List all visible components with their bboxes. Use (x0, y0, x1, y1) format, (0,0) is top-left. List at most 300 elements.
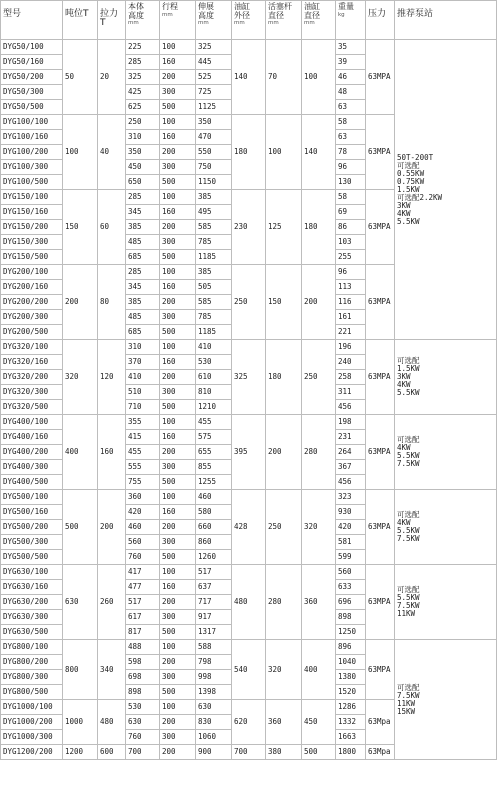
model-cell: DYG800/300 (1, 670, 63, 685)
stroke-cell: 100 (160, 640, 196, 655)
extended-height-cell: 1060 (196, 730, 232, 745)
body-height-cell: 460 (126, 520, 160, 535)
header-body-height (126, 1, 160, 40)
pressure-cell: 63MPA (366, 490, 395, 565)
extended-height-cell: 575 (196, 430, 232, 445)
stroke-cell: 200 (160, 520, 196, 535)
model-cell: DYG800/500 (1, 685, 63, 700)
rod-dia-cell: 180 (266, 340, 302, 415)
body-height-cell: 370 (126, 355, 160, 370)
model-cell: DYG50/200 (1, 70, 63, 85)
body-height-cell: 710 (126, 400, 160, 415)
body-height-cell: 425 (126, 85, 160, 100)
stroke-cell: 100 (160, 340, 196, 355)
cyl-inner-cell: 100 (302, 40, 336, 115)
tonnage-cell: 320 (63, 340, 98, 415)
model-cell: DYG200/160 (1, 280, 63, 295)
weight-cell: 255 (336, 250, 366, 265)
pump-note-line: 可选配 (397, 585, 420, 594)
header-cyl-outer (232, 1, 266, 40)
stroke-cell: 500 (160, 325, 196, 340)
pump-note-line: 可选配 (397, 510, 420, 519)
header-cyl-inner (302, 1, 336, 40)
pull-cell: 160 (98, 415, 126, 490)
rod-dia-cell: 280 (266, 565, 302, 640)
tonnage-cell: 50 (63, 40, 98, 115)
pressure-cell: 63Mpa (366, 745, 395, 760)
body-height-cell: 250 (126, 115, 160, 130)
weight-cell: 198 (336, 415, 366, 430)
pull-cell: 600 (98, 745, 126, 760)
pull-cell: 260 (98, 565, 126, 640)
weight-cell: 240 (336, 355, 366, 370)
extended-height-cell: 550 (196, 145, 232, 160)
extended-height-cell: 1398 (196, 685, 232, 700)
weight-cell: 78 (336, 145, 366, 160)
rod-dia-cell: 380 (266, 745, 302, 760)
pressure-cell: 63MPA (366, 190, 395, 265)
pressure-cell: 63MPA (366, 340, 395, 415)
stroke-cell: 200 (160, 715, 196, 730)
pull-cell: 340 (98, 640, 126, 700)
body-height-cell: 630 (126, 715, 160, 730)
model-cell: DYG150/300 (1, 235, 63, 250)
body-height-cell: 817 (126, 625, 160, 640)
model-cell: DYG630/300 (1, 610, 63, 625)
cyl-outer-cell: 428 (232, 490, 266, 565)
stroke-cell: 500 (160, 685, 196, 700)
model-cell: DYG50/160 (1, 55, 63, 70)
weight-cell: 367 (336, 460, 366, 475)
header-extended-height-label: 伸展 高度 (198, 2, 214, 20)
extended-height-cell: 460 (196, 490, 232, 505)
extended-height-cell: 900 (196, 745, 232, 760)
header-stroke-label: 行程 (162, 2, 178, 11)
model-cell: DYG320/100 (1, 340, 63, 355)
header-weight-unit: kg (338, 11, 345, 18)
header-pull: 拉力T (98, 1, 126, 40)
weight-cell: 86 (336, 220, 366, 235)
tonnage-cell: 800 (63, 640, 98, 700)
model-cell: DYG630/160 (1, 580, 63, 595)
model-cell: DYG400/200 (1, 445, 63, 460)
weight-cell: 130 (336, 175, 366, 190)
weight-cell: 1800 (336, 745, 366, 760)
stroke-cell: 300 (160, 160, 196, 175)
weight-cell: 456 (336, 475, 366, 490)
body-height-cell: 225 (126, 40, 160, 55)
weight-cell: 46 (336, 70, 366, 85)
stroke-cell: 500 (160, 625, 196, 640)
stroke-cell: 100 (160, 700, 196, 715)
model-cell: DYG1000/200 (1, 715, 63, 730)
body-height-cell: 417 (126, 565, 160, 580)
header-pump: 推荐泵站 (395, 1, 497, 40)
pump-note-line: 7.5KW (397, 459, 420, 468)
pump-note-line: 5.5KW (397, 216, 420, 226)
model-cell: DYG400/300 (1, 460, 63, 475)
pump-note-line: 4KW (397, 380, 411, 389)
body-height-cell: 555 (126, 460, 160, 475)
weight-cell: 58 (336, 115, 366, 130)
header-cyl-outer-label: 油缸 外径 (234, 2, 250, 20)
tonnage-cell: 150 (63, 190, 98, 265)
pump-note-line: 可选配 (397, 435, 420, 444)
pump-note-line: 4KW (397, 208, 411, 218)
cyl-inner-cell: 250 (302, 340, 336, 415)
extended-height-cell: 855 (196, 460, 232, 475)
body-height-cell: 530 (126, 700, 160, 715)
pump-note-cell (395, 40, 497, 340)
body-height-cell: 415 (126, 430, 160, 445)
stroke-cell: 160 (160, 205, 196, 220)
header-weight (336, 1, 366, 40)
model-cell: DYG200/200 (1, 295, 63, 310)
pump-note-line: 5.5KW (397, 526, 420, 535)
model-cell: DYG400/160 (1, 430, 63, 445)
header-pressure: 压力 (366, 1, 395, 40)
pump-note-line: 3KW (397, 200, 411, 210)
pump-note-line: 0.55KW (397, 168, 425, 178)
extended-height-cell: 750 (196, 160, 232, 175)
stroke-cell: 300 (160, 310, 196, 325)
header-rod-dia-label: 活塞杆 直径 (268, 2, 292, 20)
model-cell: DYG50/300 (1, 85, 63, 100)
model-cell: DYG630/100 (1, 565, 63, 580)
weight-cell: 231 (336, 430, 366, 445)
cyl-outer-cell: 325 (232, 340, 266, 415)
body-height-cell: 598 (126, 655, 160, 670)
body-height-cell: 385 (126, 220, 160, 235)
weight-cell: 696 (336, 595, 366, 610)
rod-dia-cell: 200 (266, 415, 302, 490)
cyl-inner-cell: 400 (302, 640, 336, 700)
table-row (1, 40, 497, 55)
stroke-cell: 300 (160, 730, 196, 745)
model-cell: DYG200/100 (1, 265, 63, 280)
tonnage-cell: 1000 (63, 700, 98, 745)
extended-height-cell: 1210 (196, 400, 232, 415)
pump-note-line: 1.5KW (397, 364, 420, 373)
model-cell: DYG500/160 (1, 505, 63, 520)
weight-cell: 196 (336, 340, 366, 355)
body-height-cell: 355 (126, 415, 160, 430)
stroke-cell: 100 (160, 115, 196, 130)
table-row (1, 340, 497, 355)
header-cyl-inner-unit: mm (304, 20, 315, 26)
stroke-cell: 160 (160, 130, 196, 145)
stroke-cell: 500 (160, 175, 196, 190)
pump-note-cell (395, 565, 497, 640)
header-extended-height (196, 1, 232, 40)
header-body-height-label: 本体 高度 (128, 2, 144, 20)
rod-dia-cell: 100 (266, 115, 302, 190)
weight-cell: 58 (336, 190, 366, 205)
pull-cell: 20 (98, 40, 126, 115)
rod-dia-cell: 125 (266, 190, 302, 265)
pump-note-line: 4KW (397, 443, 411, 452)
extended-height-cell: 1185 (196, 250, 232, 265)
extended-height-cell: 998 (196, 670, 232, 685)
body-height-cell: 760 (126, 730, 160, 745)
stroke-cell: 100 (160, 565, 196, 580)
pump-note-line: 1.5KW (397, 184, 420, 194)
model-cell: DYG500/200 (1, 520, 63, 535)
body-height-cell: 488 (126, 640, 160, 655)
model-cell: DYG500/100 (1, 490, 63, 505)
weight-cell: 1520 (336, 685, 366, 700)
body-height-cell: 345 (126, 205, 160, 220)
model-cell: DYG320/200 (1, 370, 63, 385)
model-cell: DYG800/100 (1, 640, 63, 655)
cyl-inner-cell: 500 (302, 745, 336, 760)
stroke-cell: 100 (160, 265, 196, 280)
weight-cell: 63 (336, 100, 366, 115)
pull-cell: 60 (98, 190, 126, 265)
extended-height-cell: 525 (196, 70, 232, 85)
extended-height-cell: 1150 (196, 175, 232, 190)
extended-height-cell: 917 (196, 610, 232, 625)
extended-height-cell: 610 (196, 370, 232, 385)
stroke-cell: 500 (160, 100, 196, 115)
header-cyl-inner-label: 油缸 直径 (304, 2, 320, 20)
body-height-cell: 350 (126, 145, 160, 160)
weight-cell: 930 (336, 505, 366, 520)
header-stroke (160, 1, 196, 40)
body-height-cell: 285 (126, 55, 160, 70)
weight-cell: 69 (336, 205, 366, 220)
model-cell: DYG320/160 (1, 355, 63, 370)
pressure-cell: 63MPA (366, 40, 395, 115)
model-cell: DYG500/300 (1, 535, 63, 550)
weight-cell: 581 (336, 535, 366, 550)
pump-note-line: 可选配2.2KW (397, 192, 443, 202)
extended-height-cell: 630 (196, 700, 232, 715)
cyl-outer-cell: 140 (232, 40, 266, 115)
stroke-cell: 200 (160, 655, 196, 670)
cyl-outer-cell: 540 (232, 640, 266, 700)
model-cell: DYG400/100 (1, 415, 63, 430)
cyl-outer-cell: 700 (232, 745, 266, 760)
pull-cell: 480 (98, 700, 126, 745)
header-weight-label: 重量 (338, 2, 354, 11)
cyl-outer-cell: 480 (232, 565, 266, 640)
model-cell: DYG1200/200 (1, 745, 63, 760)
weight-cell: 96 (336, 265, 366, 280)
stroke-cell: 300 (160, 235, 196, 250)
table-row (1, 565, 497, 580)
header-row (1, 1, 497, 40)
extended-height-cell: 385 (196, 265, 232, 280)
stroke-cell: 300 (160, 85, 196, 100)
body-height-cell: 310 (126, 340, 160, 355)
pump-note-line: 5.5KW (397, 388, 420, 397)
model-cell: DYG150/500 (1, 250, 63, 265)
body-height-cell: 310 (126, 130, 160, 145)
weight-cell: 898 (336, 610, 366, 625)
cyl-outer-cell: 230 (232, 190, 266, 265)
header-stroke-unit: mm (162, 11, 173, 18)
stroke-cell: 100 (160, 415, 196, 430)
pressure-cell: 63MPA (366, 265, 395, 340)
stroke-cell: 200 (160, 370, 196, 385)
body-height-cell: 345 (126, 280, 160, 295)
extended-height-cell: 385 (196, 190, 232, 205)
body-height-cell: 450 (126, 160, 160, 175)
tonnage-cell: 400 (63, 415, 98, 490)
cyl-inner-cell: 280 (302, 415, 336, 490)
extended-height-cell: 445 (196, 55, 232, 70)
stroke-cell: 160 (160, 55, 196, 70)
stroke-cell: 160 (160, 580, 196, 595)
model-cell: DYG630/500 (1, 625, 63, 640)
header-cyl-outer-unit: mm (234, 20, 245, 26)
stroke-cell: 200 (160, 445, 196, 460)
pump-note-cell (395, 490, 497, 565)
stroke-cell: 300 (160, 460, 196, 475)
cyl-inner-cell: 450 (302, 700, 336, 745)
model-cell: DYG320/500 (1, 400, 63, 415)
tonnage-cell: 200 (63, 265, 98, 340)
weight-cell: 560 (336, 565, 366, 580)
extended-height-cell: 785 (196, 310, 232, 325)
body-height-cell: 385 (126, 295, 160, 310)
extended-height-cell: 470 (196, 130, 232, 145)
weight-cell: 1380 (336, 670, 366, 685)
extended-height-cell: 585 (196, 295, 232, 310)
body-height-cell: 420 (126, 505, 160, 520)
stroke-cell: 500 (160, 475, 196, 490)
model-cell: DYG1000/100 (1, 700, 63, 715)
pump-note-line: 0.75KW (397, 176, 425, 186)
extended-height-cell: 517 (196, 565, 232, 580)
cyl-inner-cell: 320 (302, 490, 336, 565)
weight-cell: 258 (336, 370, 366, 385)
model-cell: DYG150/100 (1, 190, 63, 205)
cyl-inner-cell: 180 (302, 190, 336, 265)
stroke-cell: 200 (160, 745, 196, 760)
body-height-cell: 485 (126, 235, 160, 250)
extended-height-cell: 725 (196, 85, 232, 100)
extended-height-cell: 1255 (196, 475, 232, 490)
weight-cell: 39 (336, 55, 366, 70)
body-height-cell: 325 (126, 70, 160, 85)
rod-dia-cell: 320 (266, 640, 302, 700)
weight-cell: 35 (336, 40, 366, 55)
body-height-cell: 517 (126, 595, 160, 610)
weight-cell: 599 (336, 550, 366, 565)
body-height-cell: 898 (126, 685, 160, 700)
body-height-cell: 617 (126, 610, 160, 625)
tonnage-cell: 500 (63, 490, 98, 565)
stroke-cell: 200 (160, 595, 196, 610)
model-cell: DYG100/100 (1, 115, 63, 130)
extended-height-cell: 660 (196, 520, 232, 535)
model-cell: DYG800/200 (1, 655, 63, 670)
body-height-cell: 560 (126, 535, 160, 550)
model-cell: DYG200/300 (1, 310, 63, 325)
rod-dia-cell: 250 (266, 490, 302, 565)
table-row (1, 490, 497, 505)
pull-cell: 80 (98, 265, 126, 340)
pull-cell: 120 (98, 340, 126, 415)
weight-cell: 1663 (336, 730, 366, 745)
pump-note-line: 11KW (397, 698, 416, 708)
extended-height-cell: 810 (196, 385, 232, 400)
weight-cell: 323 (336, 490, 366, 505)
pump-note-line: 7.5KW (397, 601, 420, 610)
extended-height-cell: 1185 (196, 325, 232, 340)
pump-note-line: 3KW (397, 372, 411, 381)
model-cell: DYG100/500 (1, 175, 63, 190)
extended-height-cell: 637 (196, 580, 232, 595)
model-cell: DYG630/200 (1, 595, 63, 610)
model-cell: DYG50/500 (1, 100, 63, 115)
model-cell: DYG150/160 (1, 205, 63, 220)
header-extended-height-unit: mm (198, 20, 209, 26)
body-height-cell: 477 (126, 580, 160, 595)
model-cell: DYG50/100 (1, 40, 63, 55)
cyl-inner-cell: 200 (302, 265, 336, 340)
stroke-cell: 300 (160, 535, 196, 550)
model-cell: DYG400/500 (1, 475, 63, 490)
pressure-cell: 63MPA (366, 415, 395, 490)
body-height-cell: 455 (126, 445, 160, 460)
pressure-cell: 63MPA (366, 565, 395, 640)
extended-height-cell: 455 (196, 415, 232, 430)
body-height-cell: 360 (126, 490, 160, 505)
body-height-cell: 650 (126, 175, 160, 190)
body-height-cell: 700 (126, 745, 160, 760)
cyl-inner-cell: 360 (302, 565, 336, 640)
weight-cell: 1040 (336, 655, 366, 670)
body-height-cell: 285 (126, 190, 160, 205)
cyl-outer-cell: 395 (232, 415, 266, 490)
weight-cell: 96 (336, 160, 366, 175)
stroke-cell: 300 (160, 385, 196, 400)
pump-note-line: 5.5KW (397, 451, 420, 460)
body-height-cell: 685 (126, 325, 160, 340)
pump-note-line: 可选配 (397, 356, 420, 365)
rod-dia-cell: 150 (266, 265, 302, 340)
pump-note-line: 可选配 (397, 160, 420, 170)
weight-cell: 1332 (336, 715, 366, 730)
weight-cell: 116 (336, 295, 366, 310)
extended-height-cell: 505 (196, 280, 232, 295)
weight-cell: 1250 (336, 625, 366, 640)
body-height-cell: 410 (126, 370, 160, 385)
weight-cell: 1286 (336, 700, 366, 715)
model-cell: DYG500/500 (1, 550, 63, 565)
stroke-cell: 160 (160, 505, 196, 520)
stroke-cell: 200 (160, 70, 196, 85)
cyl-outer-cell: 620 (232, 700, 266, 745)
cyl-outer-cell: 250 (232, 265, 266, 340)
body-height-cell: 698 (126, 670, 160, 685)
extended-height-cell: 655 (196, 445, 232, 460)
weight-cell: 161 (336, 310, 366, 325)
pump-note-line: 可选配 (397, 682, 420, 692)
model-cell: DYG200/500 (1, 325, 63, 340)
extended-height-cell: 1260 (196, 550, 232, 565)
pump-note-cell (395, 340, 497, 415)
stroke-cell: 100 (160, 490, 196, 505)
stroke-cell: 500 (160, 550, 196, 565)
body-height-cell: 285 (126, 265, 160, 280)
weight-cell: 420 (336, 520, 366, 535)
pump-note-cell (395, 415, 497, 490)
body-height-cell: 755 (126, 475, 160, 490)
